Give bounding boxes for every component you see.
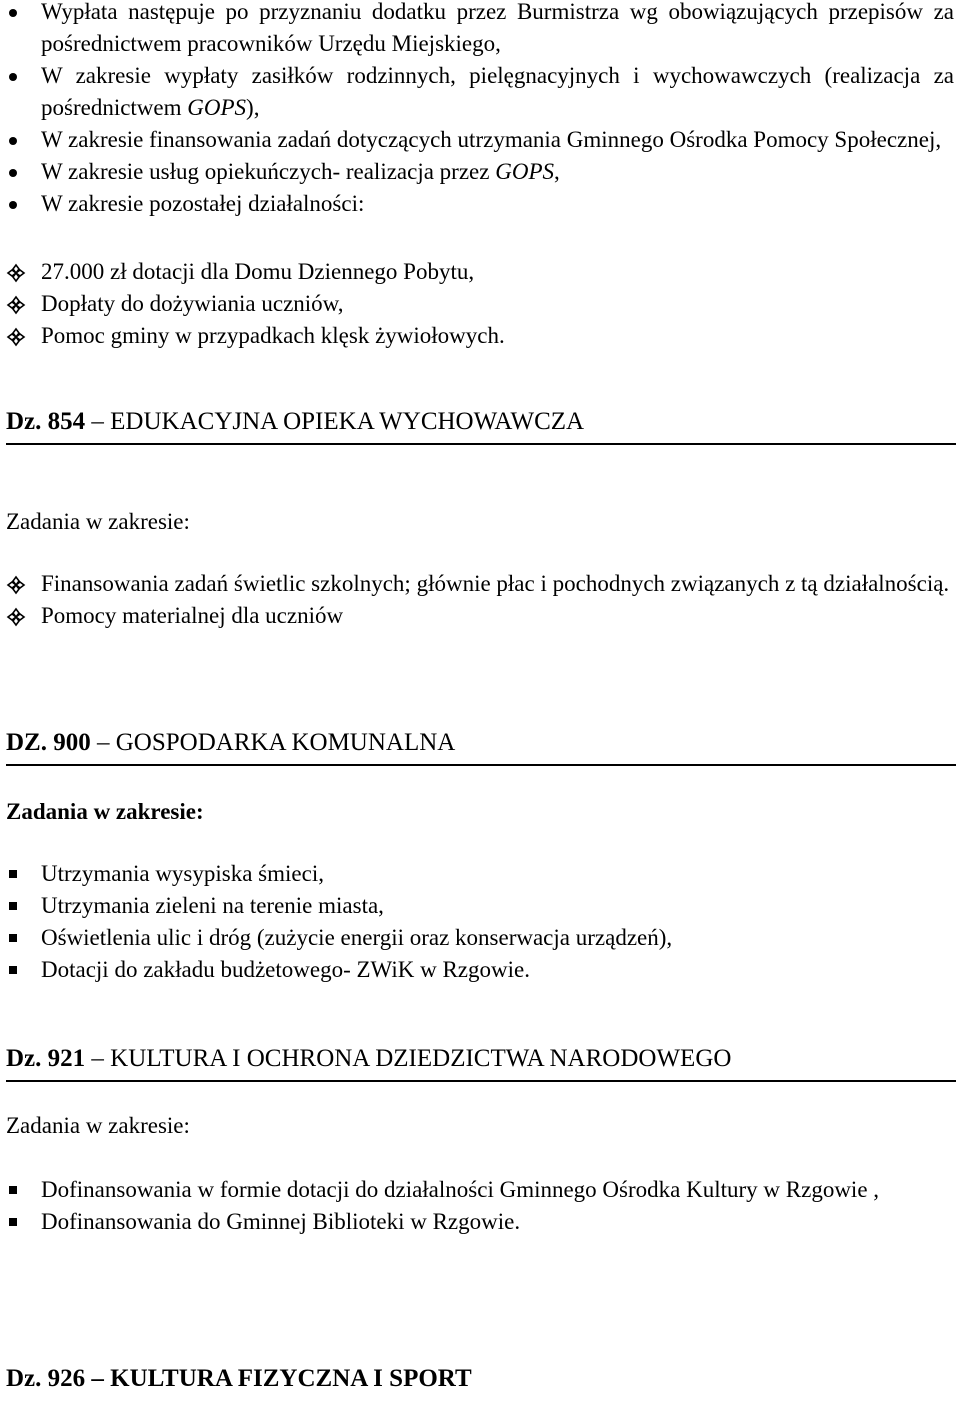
list-item: [0, 60, 960, 124]
section-title: – EDUKACYJNA OPIEKA WYCHOWAWCZA: [85, 408, 585, 435]
list-item: [0, 600, 960, 632]
bullet-dot-icon: [4, 124, 28, 156]
diamond-bullet-icon: [4, 320, 28, 352]
list-item-text: Pomocy materialnej dla uczniów: [41, 603, 344, 628]
list-item-text: Dopłaty do dożywiania uczniów,: [41, 291, 344, 316]
diamond-bullet-icon: [4, 256, 28, 288]
list-item: [0, 922, 960, 954]
square-bullet-icon: [4, 858, 28, 890]
section-heading-926: [6, 1362, 956, 1402]
square-bullet-icon: [4, 954, 28, 986]
section-title: – KULTURA FIZYCZNA I SPORT: [85, 1365, 472, 1392]
list-item: [0, 156, 960, 188]
list-item-text: 27.000 zł dotacji dla Domu Dziennego Pobytu,: [41, 259, 475, 284]
list-item-text: W zakresie pozostałej działalności:: [41, 191, 365, 216]
list-item-text: Utrzymania zieleni na terenie miasta,: [41, 893, 384, 918]
square-bullet-icon: [4, 1174, 28, 1206]
list-item-text: Finansowania zadań świetlic szkolnych; głównie płac i pochodnych związanych z tą działalnością.: [41, 571, 950, 596]
bullet-dot-icon: [4, 0, 28, 28]
section-number: Dz. 921: [6, 1045, 86, 1072]
bullet-dot-icon: [4, 60, 28, 92]
section-number: Dz. 926: [6, 1365, 86, 1392]
list-item-text: ,: [554, 159, 560, 184]
square-bullet-icon: [4, 890, 28, 922]
tasks-subheading: Zadania w zakresie:: [6, 509, 190, 534]
list-item: [0, 320, 960, 352]
bullet-dot-icon: [4, 156, 28, 188]
list-item: [0, 1206, 960, 1238]
list-item: [0, 188, 960, 220]
list-item: [0, 1174, 960, 1206]
list-item: [0, 890, 960, 922]
list-item-text: Wypłata następuje po przyznaniu dodatku przez Burmistrza wg obowiązujących przepisów za pośrednictwem pracowników Urzędu Miejskiego,: [41, 0, 954, 56]
list-item-text: Dotacji do zakładu budżetowego- ZWiK w Rzgowie.: [41, 957, 530, 982]
diamond-list-854: [0, 568, 960, 632]
list-item-text: Dofinansowania w formie dotacji do działalności Gminnego Ośrodka Kultury w Rzgowie ,: [41, 1177, 880, 1202]
bullet-dot-icon: [4, 188, 28, 220]
diamond-list-1: [0, 256, 960, 352]
section-number: Dz. 854: [6, 408, 86, 435]
list-item-text: W zakresie wypłaty zasiłków rodzinnych, pielęgnacyjnych i wychowawczych (realizacja za pośrednictwem: [41, 63, 954, 120]
list-item: [0, 858, 960, 890]
list-item-text: W zakresie usług opiekuńczych- realizacja przez: [41, 159, 496, 184]
list-item-text: Pomoc gminy w przypadkach klęsk żywiołowych.: [41, 323, 505, 348]
list-item: [0, 568, 960, 600]
list-item: [0, 0, 960, 60]
list-item-text: Oświetlenia ulic i dróg (zużycie energii oraz konserwacja urządzeń),: [41, 925, 673, 950]
list-item-italic-text: GOPS: [495, 159, 554, 184]
section-heading-854: [6, 405, 956, 445]
list-item: [0, 954, 960, 986]
list-item-italic-text: GOPS: [187, 95, 247, 120]
tasks-subheading: Zadania w zakresie:: [6, 799, 204, 824]
diamond-bullet-icon: [4, 600, 28, 632]
section-number: DZ. 900: [6, 729, 91, 756]
bullet-list-top: [0, 0, 960, 220]
section-title: – GOSPODARKA KOMUNALNA: [90, 729, 456, 756]
square-list-921: [0, 1174, 960, 1238]
diamond-bullet-icon: [4, 288, 28, 320]
list-item-text: Utrzymania wysypiska śmieci,: [41, 861, 324, 886]
list-item-text: W zakresie finansowania zadań dotyczących utrzymania Gminnego Ośrodka Pomocy Społecznej,: [41, 127, 942, 152]
square-list-900: [0, 858, 960, 986]
section-heading-900: [6, 726, 956, 766]
list-item: [0, 256, 960, 288]
diamond-bullet-icon: [4, 568, 28, 600]
section-heading-921: [6, 1042, 956, 1082]
section-title: – KULTURA I OCHRONA DZIEDZICTWA NARODOWEGO: [85, 1045, 732, 1072]
list-item-text: Dofinansowania do Gminnej Biblioteki w Rzgowie.: [41, 1209, 521, 1234]
list-item-text: ),: [246, 95, 260, 120]
list-item: [0, 288, 960, 320]
tasks-subheading: Zadania w zakresie:: [6, 1113, 190, 1138]
list-item: [0, 124, 960, 156]
square-bullet-icon: [4, 922, 28, 954]
square-bullet-icon: [4, 1206, 28, 1238]
